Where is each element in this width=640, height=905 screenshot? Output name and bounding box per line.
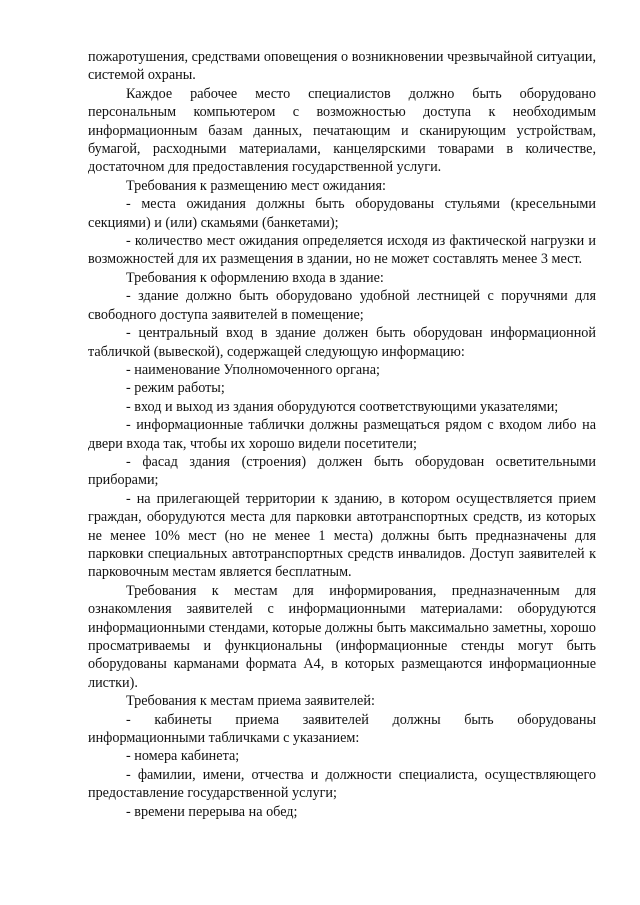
paragraph-facade-lighting: - фасад здания (строения) должен быть оборудован осветительными приборами;: [88, 453, 596, 489]
document-page: [88, 48, 596, 821]
paragraph-waiting-area-heading: Требования к размещению мест ожидания:: [126, 177, 386, 194]
paragraph-information-stands: Требования к местам для информирования, предназначенным для ознакомления заявителей с информационными материалами: оборудуются информационными стендами, которые должны быть максимально заметны, хорошо просматриваемы и функциональны (информационные стенды могут быть оборудованы карманами формата А4, в которых размещаются информационные листки).: [88, 582, 596, 691]
paragraph-info-plates-placement: - информационные таблички должны размещаться рядом с входом либо на двери входа так, чтобы их хорошо видели посетители;: [88, 417, 596, 452]
paragraph-parking: - на прилегающей территории к зданию, в котором осуществляется прием граждан, оборудуются места для парковки автотранспортных средств, из которых не менее 10% мест (но не менее 1 места) должны быть предназначены для парковки специальных автотранспортных средств инвалидов. Доступ заявителей к парковочным местам является бесплатным.: [88, 490, 596, 581]
paragraph-waiting-area-seating: - места ожидания должны быть оборудованы стульями (кресельными секциями) и (или) скамьями (банкетами);: [88, 196, 596, 231]
paragraph-entrance-exit-signs: - вход и выход из здания оборудуются соответствующими указателями;: [126, 398, 559, 415]
paragraph-specialist-name: - фамилии, имени, отчества и должности специалиста, осуществляющего предоставление государственной услуги;: [88, 766, 596, 802]
paragraph-fire-safety-continuation: пожаротушения, средствами оповещения о возникновении чрезвычайной ситуации, системой охраны.: [88, 49, 596, 84]
paragraph-workplace-equipment: Каждое рабочее место специалистов должно быть оборудовано персональным компьютером с возможностью доступа к необходимым информационным базам данных, печатающим и сканирующим устройствам, бумагой, расходными материалами, канцелярскими товарами в количестве, достаточном для предоставления государственной услуги.: [88, 85, 596, 176]
paragraph-office-number: - номера кабинета;: [126, 748, 240, 765]
paragraph-reception-heading: Требования к местам приема заявителей:: [126, 693, 375, 710]
paragraph-reception-offices: - кабинеты приема заявителей должны быть оборудованы информационными табличками с указанием:: [88, 711, 596, 747]
paragraph-waiting-area-count: - количество мест ожидания определяется исходя из фактической нагрузки и возможностей для их размещения в здании, но не может составлять менее 3 мест.: [88, 233, 596, 268]
paragraph-lunch-break: - времени перерыва на обед;: [126, 803, 298, 820]
paragraph-entrance-stairs: - здание должно быть оборудовано удобной лестницей с поручнями для свободного доступа заявителей в помещение;: [88, 288, 596, 323]
paragraph-entrance-heading: Требования к оформлению входа в здание:: [126, 269, 384, 286]
paragraph-sign-work-hours: - режим работы;: [126, 380, 225, 397]
paragraph-sign-organ-name: - наименование Уполномоченного органа;: [126, 361, 381, 378]
paragraph-entrance-sign: - центральный вход в здание должен быть оборудован информационной табличкой (вывеской), содержащей следующую информацию:: [88, 325, 596, 360]
